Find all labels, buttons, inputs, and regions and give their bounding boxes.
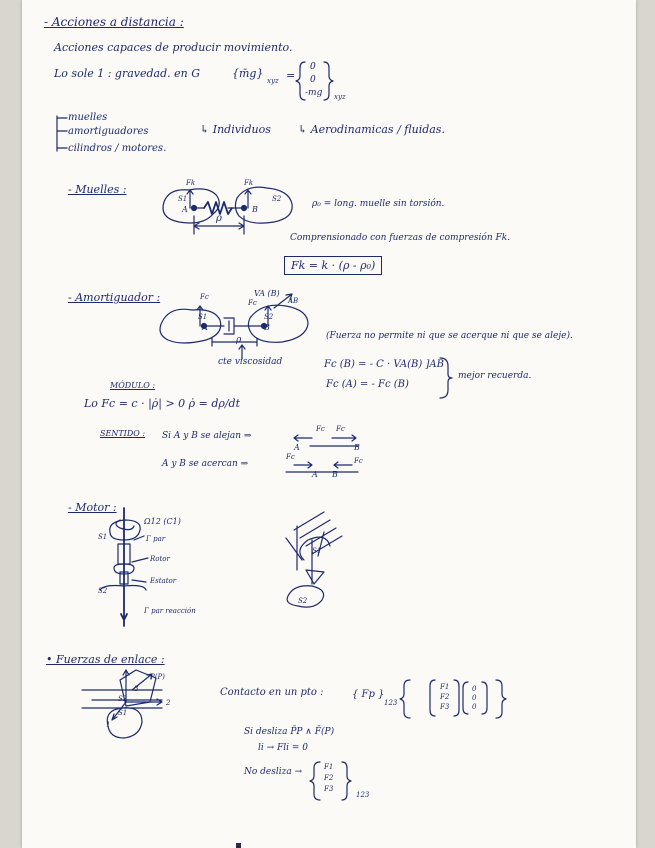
motor-omega: Ω12 (C1) — [144, 517, 181, 526]
text-individuos: ↳ Individuos — [200, 123, 271, 136]
enlace-braces — [310, 680, 506, 800]
contact-s2-tag: S2 — [118, 695, 128, 703]
heading-motor: - Motor : — [68, 501, 117, 514]
gravity-vector-z: -mg — [305, 88, 323, 98]
nodesl-f1: F1 — [324, 763, 334, 771]
spring-s2-label: S2 — [272, 195, 282, 203]
motor-diagram-left — [100, 508, 148, 626]
sentido-a-2: A — [312, 470, 318, 479]
motor3d-s1: S1 — [312, 547, 322, 555]
damper-eq2: Fc (A) = - Fc (B) — [326, 379, 409, 390]
modulo-eq: Lo Fc = c · |ρ̇| > 0 ρ̇ = dρ/dt — [84, 397, 241, 410]
sentido-b-1: B — [354, 443, 360, 452]
binder-mark — [236, 843, 241, 848]
equals-sign: = — [286, 69, 296, 82]
motor-diagram-right — [286, 512, 342, 607]
damper-s2-label: S2 — [264, 313, 274, 321]
contact-desliza: Si desliza P̄P ∧ F̄(P) — [244, 727, 335, 737]
sentido-fc-3: Fc — [286, 453, 295, 461]
sentido-fc-4: Fc — [354, 457, 363, 465]
contact-li: li → Fli = 0 — [258, 743, 309, 753]
sentido-label: SENTIDO : — [100, 429, 146, 438]
contact-m3: 0 — [472, 703, 477, 711]
motor-s1: S1 — [98, 533, 108, 541]
heading-acciones-distancia: - Acciones a distancia : — [44, 15, 184, 29]
heading-amortiguador: - Amortiguador : — [68, 291, 161, 304]
contact-f3: F3 — [440, 703, 450, 711]
item-muelles: muelles — [68, 112, 108, 123]
gravity-vector-lhs: {m̄g} — [232, 67, 264, 80]
sentido-arrows — [286, 435, 358, 472]
text-aerodinamicas: ↳ Aerodinamicas / fluidas. — [298, 123, 445, 136]
spring-note-length: ρ₀ = long. muelle sin torsión. — [312, 199, 445, 209]
contact-axis-1: 1 — [106, 721, 111, 729]
damper-mejor: mejor recuerda. — [458, 371, 532, 381]
sentido-a-1: A — [294, 443, 300, 452]
sentido-alejan: Si A y B se alejan ⇒ — [162, 431, 252, 441]
modulo-label: MÓDULO : — [110, 381, 156, 390]
sentido-b-2: B — [332, 470, 338, 479]
motor-reaccion: Γ par reacción — [144, 607, 196, 615]
damper-cte-label: cte viscosidad — [218, 357, 283, 367]
contact-axis-3: 3 — [134, 685, 139, 693]
text-gravedad: Lo sole 1 : gravedad. en G — [54, 67, 201, 80]
contact-f1: F1 — [440, 683, 450, 691]
sentido-acercan: A y B se acercan ⇒ — [162, 459, 249, 469]
contact-nodesliza: No desliza → — [244, 767, 303, 777]
damper-fc2-label: Fc — [248, 299, 257, 307]
contact-axis-2: 2 — [166, 699, 171, 707]
contact-f2: F2 — [440, 693, 450, 701]
spring-fk2-label: Fk — [244, 179, 254, 187]
damper-fc1-label: Fc — [200, 293, 209, 301]
spring-rho-label: ρ — [216, 213, 222, 224]
spring-s1-label: S1 — [178, 195, 188, 203]
contact-set-lhs: { Fp } — [352, 689, 385, 700]
damper-vab-sub: AB — [288, 297, 299, 305]
damper-vab-label: VA (B) — [254, 289, 280, 298]
contact-set-sub: 123 — [384, 699, 398, 707]
nodesl-f3: F3 — [324, 785, 334, 793]
spring-fk1-label: Fk — [186, 179, 196, 187]
contact-m1: 0 — [472, 685, 477, 693]
heading-muelles: - Muelles : — [68, 183, 127, 196]
gravity-vector-y: 0 — [310, 75, 316, 85]
nodesl-f2: F2 — [324, 774, 334, 782]
damper-b-label: B — [264, 323, 270, 332]
damper-note: (Fuerza no permite ni que se acerque ni que se aleje). — [326, 331, 573, 341]
damper-a-label: A — [202, 323, 208, 332]
gravity-vector-rhs-sub: xyz — [334, 93, 346, 101]
damper-s1-label: S1 — [198, 313, 208, 321]
motor-estator: Estator — [150, 577, 177, 585]
spring-a-label: A — [182, 205, 188, 214]
contact-pf-label: P(P) — [150, 673, 165, 681]
motor3d-s2: S2 — [298, 597, 308, 605]
nodesl-sub: 123 — [356, 791, 370, 799]
motor-s2: S2 — [98, 587, 108, 595]
damper-eq1: Fc (B) = - C · VA(B) ]AB — [324, 359, 444, 370]
heading-fuerzas-enlace: • Fuerzas de enlace : — [46, 653, 165, 666]
sentido-fc-2: Fc — [336, 425, 345, 433]
item-cilindros: cilindros / motores. — [68, 143, 167, 154]
sentido-fc-1: Fc — [316, 425, 325, 433]
items-bracket — [57, 116, 67, 151]
spring-b-label: B — [252, 205, 258, 214]
gravity-vector-x: 0 — [310, 62, 316, 72]
notebook-page — [22, 0, 636, 848]
spring-note-compression: Comprensionado con fuerzas de compresión Fk. — [290, 233, 511, 243]
damper-rho-label: ρ — [236, 335, 242, 345]
contact-m2: 0 — [472, 694, 477, 702]
motor-rotor: Rotor — [150, 555, 170, 563]
text-acciones-capaces: Acciones capaces de producir movimiento. — [54, 41, 293, 54]
contact-s1-tag: S1 — [118, 709, 128, 717]
spring-formula: Fk = k · (ρ - ρ₀) — [284, 256, 382, 275]
item-amortiguadores: amortiguadores — [68, 126, 149, 137]
contacto-text: Contacto en un pto : — [220, 687, 324, 698]
gravity-vector-lhs-sub: xyz — [267, 77, 279, 85]
motor-par: Γ par — [146, 535, 166, 543]
